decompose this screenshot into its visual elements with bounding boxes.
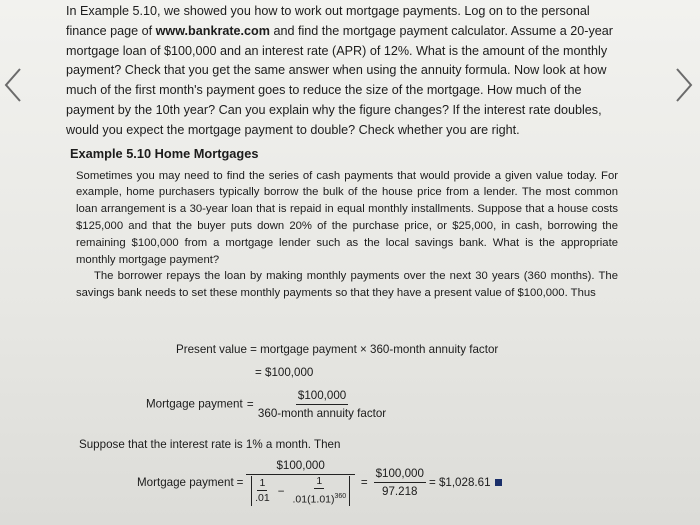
equation-lhs: Mortgage payment	[146, 397, 243, 411]
annuity-bracket: $\frac{1}{.01}$ − $\frac{1}{.01(1.01)^{360}}$	[251, 476, 350, 506]
equation-mortgage-calc: Mortgage payment = $100,000 $\frac{1}{.01}$ − $\frac{1}{.01(1.01)^{360}}$ = $\frac{\$100,000}{97.218}$ = $1,028.61	[137, 458, 502, 506]
small-fraction	[255, 477, 270, 505]
small-denominator: .01	[255, 492, 270, 504]
chevron-right-icon	[673, 65, 695, 105]
equation-value: = $100,000	[255, 366, 314, 379]
question-text-part1: In Example 5.10, we showed you how to work out mortgage payments. Log on to the personal finance page of	[66, 4, 590, 38]
equation-rhs: = mortgage payment × 360-month annuity factor	[250, 343, 499, 356]
example-body	[76, 168, 618, 302]
small-numerator: 1	[316, 475, 323, 488]
fraction-numerator: $100,000	[374, 466, 426, 483]
next-page-button[interactable]	[673, 65, 695, 105]
fraction-annuity	[246, 458, 354, 506]
fraction-numerator: $100,000	[246, 458, 354, 475]
small-denominator	[292, 489, 346, 507]
question-text	[66, 2, 632, 141]
fraction-numerator: $100,000	[296, 388, 348, 405]
small-numerator: 1	[259, 477, 266, 489]
question-text-part2: and find the mortgage payment calculator. Assume a 20-year mortgage loan of $100,000 and an interest rate (APR) of 12%. What is the amount of the monthly payment? Check that you get the same answer when using the annuity formula. Now look at how much of the first month's payment goes to reduce the size of the mortgage. How much of the payment by the 10th year? Can you explain why the figure changes? If the interest rate doubles, would you expect the mortgage payment to double? Check whether you are right.	[66, 23, 613, 137]
equation-lhs: Present value	[176, 343, 247, 356]
end-of-example-icon	[495, 479, 502, 486]
fraction-result	[374, 466, 426, 499]
denominator-base: .01(1.01)	[292, 493, 335, 506]
equation-present-value	[176, 343, 498, 356]
exponent: 360	[334, 493, 347, 501]
page-content	[66, 0, 632, 302]
equation-lhs: Mortgage payment	[137, 475, 234, 489]
fraction-denominator: 360-month annuity factor	[257, 407, 387, 420]
example-paragraph-1: Sometimes you may need to find the series of cash payments that would provide a given value today. For example, home purchasers typically borrow the bulk of the house price from a lender. The most common loan arrangement is a 30-year loan that is repaid in equal monthly installments. Suppose that a house costs $125,000 and that the buyer puts down 20% of the purchase price, or $25,000, in cash, borrowing the remaining $100,000 from a mortgage lender such as the local savings bank. What is the appropriate monthly mortgage payment?	[76, 169, 618, 266]
example-title: Example 5.10 Home Mortgages	[70, 145, 259, 161]
fraction-denominator: 97.218	[382, 484, 418, 498]
example-paragraph-2: The borrower repays the loan by making monthly payments over the next 30 years (360 months). The savings bank needs to set these monthly payments so that they have a present value of $100,000. Thus	[76, 270, 618, 300]
example-paragraph-3: Suppose that the interest rate is 1% a month. Then	[79, 438, 341, 451]
equation-mortgage-payment: Mortgage payment = $\frac{\$100,000}{\text{360-month annuity factor}}$	[146, 389, 387, 420]
fraction	[258, 388, 386, 421]
small-fraction	[292, 475, 346, 507]
result-value: = $1,028.61	[428, 475, 491, 489]
fraction-denominator	[251, 475, 350, 506]
bankrate-link[interactable]: www.bankrate.com	[155, 23, 270, 38]
chevron-left-icon	[2, 65, 24, 105]
previous-page-button[interactable]	[2, 65, 24, 105]
